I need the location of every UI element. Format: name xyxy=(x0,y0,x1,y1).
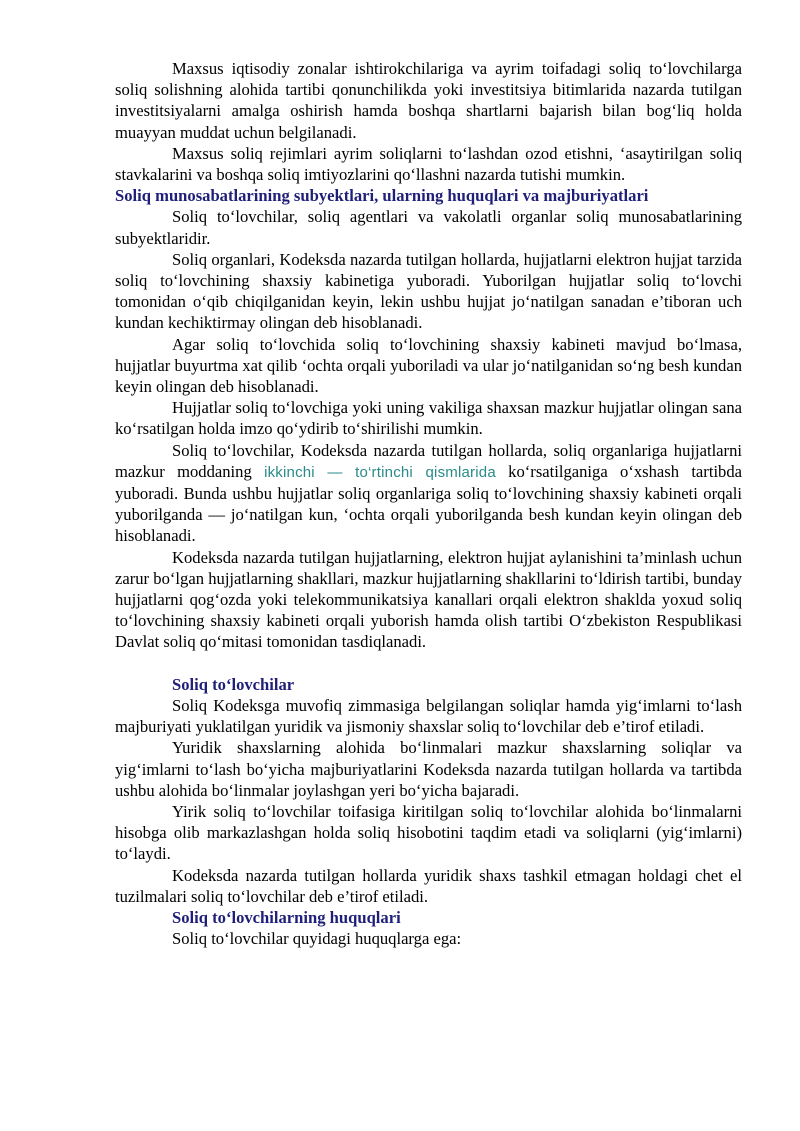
document-page xyxy=(115,58,742,949)
paragraph-foreign-structures: Kodeksda nazarda tutilgan hollarda yuridik shaxs tashkil etmagan holdagi chet el tuzilmalari soliq to‘lovchilar deb e’tirof etiladi. xyxy=(115,865,742,906)
heading-taxpayer-rights: Soliq to‘lovchilarning huquqlari xyxy=(172,907,401,927)
paragraph-document-forms: Kodeksda nazarda tutilgan hujjatlarning, elektron hujjat aylanishini ta’minlash uchun zarur bo‘lgan hujjatlarning shakllari, mazkur hujjatlarning shakllarini to‘ldirish tartibi, bunday hujjatlarni qog‘ozda yoki telekommunikatsiya kanallari orqali elektron shaklda yoxud soliq to‘lovchining shaxsiy kabineti orqali yuborish hamda olish tartibi O‘zbekiston Respublikasi Davlat soliq qo‘mitasi tomonidan tasdiqlanadi. xyxy=(115,547,742,652)
article-parts-link[interactable]: ikkinchi — to‘rtinchi qismlarida xyxy=(264,463,496,481)
paragraph-taxpayer-submission xyxy=(115,440,742,547)
paragraph-registered-mail: Agar soliq to‘lovchida soliq to‘lovchining shaxsiy kabineti mavjud bo‘lmasa, hujjatlar buyurtma xat qilib ‘ochta orqali yuboriladi va ular jo‘natilganidan so‘ng besh kundan keyin olingan deb hisoblanadi. xyxy=(115,334,742,397)
spacer xyxy=(115,653,742,674)
paragraph-rights-intro: Soliq to‘lovchilar quyidagi huquqlarga ega: xyxy=(172,929,462,949)
paragraph-separate-divisions: Yuridik shaxslarning alohida bo‘linmalari mazkur shaxslarning soliqlar va yig‘imlarni to‘lash bo‘yicha majburiyatlarini Kodeksda nazarda tutilgan hollarda va tartibda ushbu alohida bo‘linmalar joylashgan yeri bo‘yicha bajaradi. xyxy=(115,738,742,800)
paragraph-special-economic-zones: Maxsus iqtisodiy zonalar ishtirokchilariga va ayrim toifadagi soliq to‘lovchilarga soliq solishning alohida tartibi qonunchilikda yoki investitsiya bitimlarida nazarda tutilgan investitsiyalarni amalga oshirish hamda boshqa shartlarni bajarish bilan bog‘liq holda muayyan muddat uchun belgilanadi. xyxy=(115,59,742,142)
paragraph-text-part: Soliq to‘lovchilar, Kodeksda nazarda tutilgan hollarda, soliq organlariga hujjatlarni mazkur moddaning xyxy=(115,440,742,481)
paragraph-subjects-list: Soliq to‘lovchilar, soliq agentlari va vakolatli organlar soliq munosabatlarining subyektlaridir. xyxy=(115,207,742,248)
paragraph-taxpayer-definition: Soliq Kodeksga muvofiq zimmasiga belgilangan soliqlar hamda yig‘imlarni to‘lash majburiyati yuklatilgan yuridik va jismoniy shaxslar soliq to‘lovchilar deb e’tirof etiladi. xyxy=(115,695,742,737)
paragraph-personal-delivery: Hujjatlar soliq to‘lovchiga yoki uning vakiliga shaxsan mazkur hujjatlar olingan sana ko‘rsatilgan holda imzo qo‘ydirib to‘shirilishi mumkin. xyxy=(115,398,742,439)
heading-taxpayers: Soliq to‘lovchilar xyxy=(172,674,295,694)
paragraph-text-part: ko‘rsatilganiga o‘xshash tartibda yuboradi. Bunda ushbu hujjatlar soliq organlariga soliq to‘lovchining shaxsiy kabineti orqali yuborilganda — jo‘natilgan kun, ‘ochta orqali yuborilganda besh kundan keyin olingan deb hisoblanadi. xyxy=(115,461,743,546)
paragraph-special-tax-regimes: Maxsus soliq rejimlari ayrim soliqlarni to‘lashdan ozod etishni, ‘asaytirilgan soliq stavkalarini va boshqa soliq imtiyozlarini qo‘llashni nazarda tutishi mumkin. xyxy=(115,143,742,185)
heading-tax-relations-subjects: Soliq munosabatlarining subyektlari, ularning huquqlari va majburiyatlari xyxy=(115,186,649,206)
paragraph-large-taxpayers: Yirik soliq to‘lovchilar toifasiga kiritilgan soliq to‘lovchilar alohida bo‘linmalarni hisobga olib markazlashgan holda soliq hisobotini taqdim etadi va soliqlarni (yig‘imlarni) to‘laydi. xyxy=(115,801,742,864)
paragraph-electronic-documents: Soliq organlari, Kodeksda nazarda tutilgan hollarda, hujjatlarni elektron hujjat tarzida soliq to‘lovchining shaxsiy kabinetiga yuboradi. Yuborilgan hujjatlar soliq to‘lovchi tomonidan o‘qib chiqilganidan keyin, lekin ushbu hujjat jo‘natilgan sanadan e’tiboran uch kundan kechiktirmay olingan deb hisoblanadi. xyxy=(115,249,742,333)
